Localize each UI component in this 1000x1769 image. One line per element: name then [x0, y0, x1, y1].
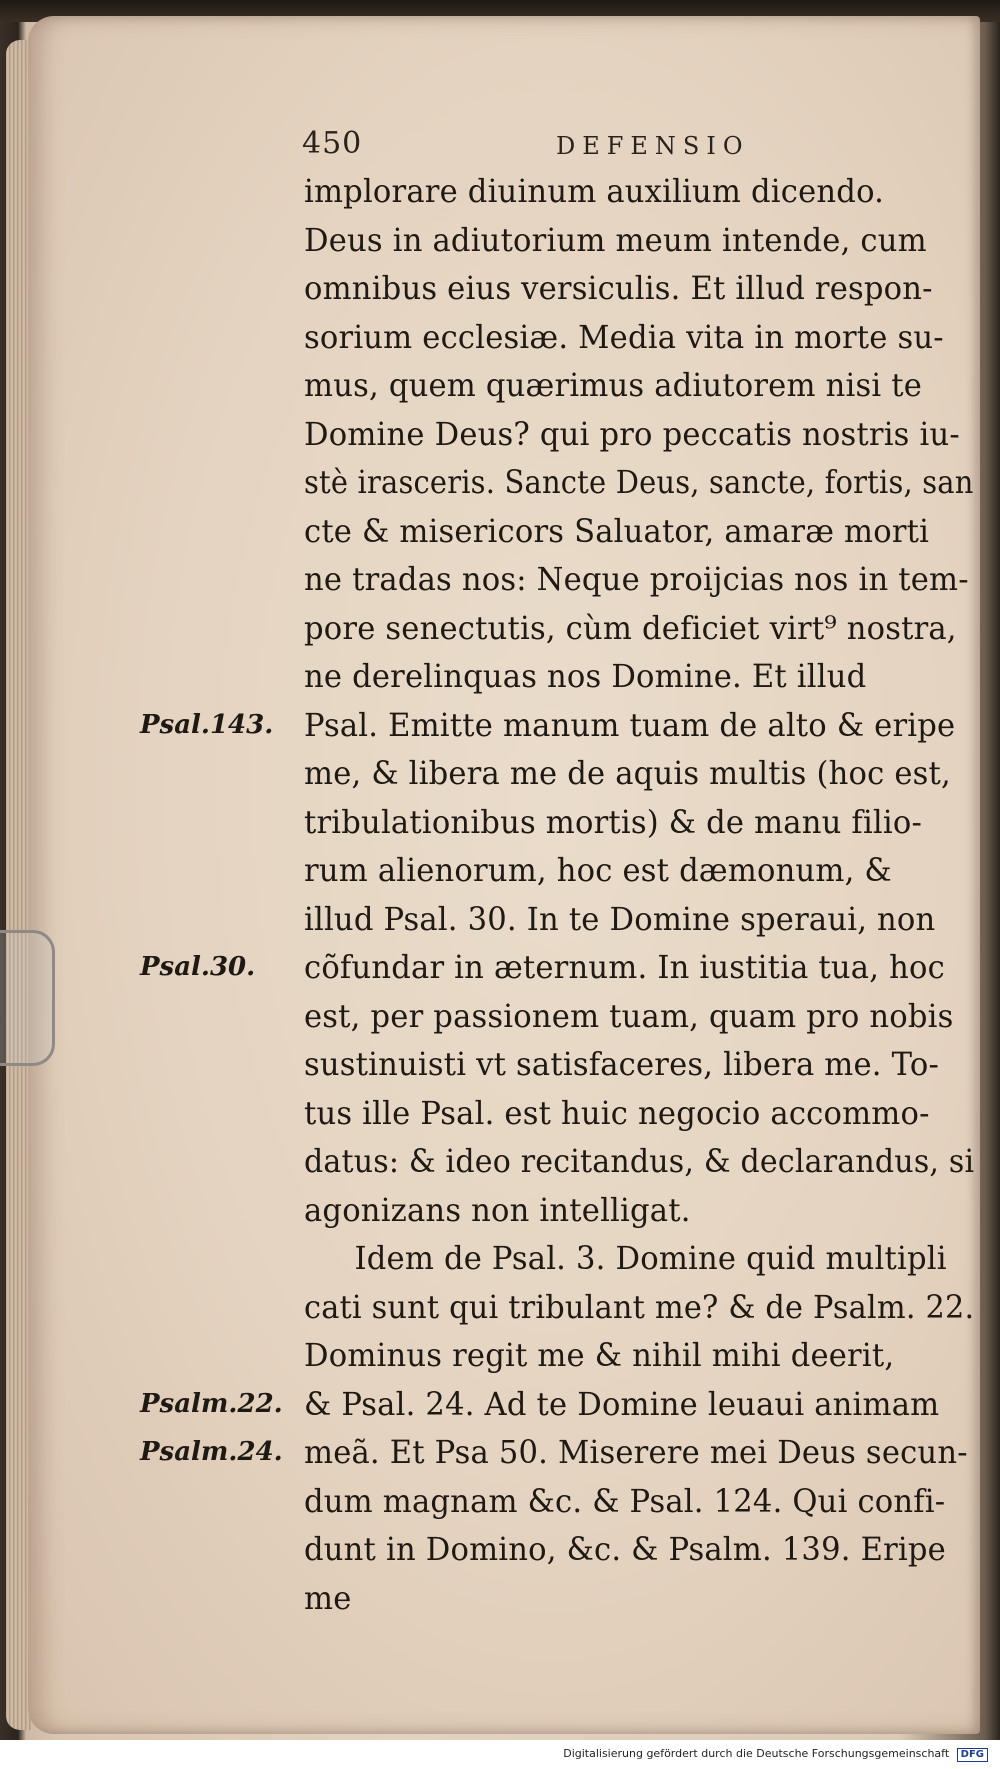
text-line: me: [304, 1580, 352, 1617]
margin-note: Psalm.24.: [140, 1437, 283, 1467]
text-line: me, & libera me de aquis multis (hoc est,: [304, 756, 951, 792]
text-line: & Psal. 24. Ad te Domine leuaui animam: [304, 1386, 940, 1423]
text-line: Deus in adiutorium meum intende, cum: [304, 222, 927, 259]
text-line: Psal. Emitte manum tuam de alto & eripe: [304, 707, 956, 744]
margin-note: Psal.30.: [140, 952, 256, 982]
footer-credit: [563, 1747, 988, 1762]
text-line: ne derelinquas nos Domine. Et illud: [304, 659, 867, 695]
page-clip: [0, 930, 55, 1066]
footer-bar: [0, 1740, 1000, 1769]
text-line: implorare diuinum auxilium dicendo.: [304, 174, 885, 210]
text-line: cte & misericors Saluator, amaræ morti: [304, 513, 930, 550]
text-line: ne tradas nos: Neque proijcias nos in tem-: [304, 562, 969, 598]
text-line: cõfundar in æternum. In iustitia tua, hoc: [304, 950, 945, 986]
text-line: omnibus eius versiculis. Et illud respon-: [304, 271, 933, 307]
text-line: dunt in Domino, &c. & Psalm. 139. Eripe: [304, 1532, 946, 1568]
text-line: rum alienorum, hoc est dæmonum, &: [304, 853, 892, 889]
text-line: tribulationibus mortis) & de manu filio-: [304, 804, 923, 841]
text-line: agonizans non intelligat.: [304, 1192, 691, 1229]
text-line: sustinuisti vt satisfaceres, libera me. To-: [304, 1047, 939, 1083]
footer-credit-text: Digitalisierung gefördert durch die Deutsche Forschungsgemeinschaft: [563, 1747, 950, 1760]
text-line: Domine Deus? qui pro peccatis nostris iu-: [304, 416, 960, 453]
text-line: mus, quem quærimus adiutorem nisi te: [304, 368, 923, 404]
page-number: 450: [302, 126, 363, 161]
page-header: [302, 126, 902, 166]
text-line: Dominus regit me & nihil mihi deerit,: [304, 1338, 895, 1374]
text-line: Idem de Psal. 3. Domine quid multipli: [354, 1241, 947, 1277]
text-line: cati sunt qui tribulant me? & de Psalm. 22.: [304, 1289, 975, 1326]
text-line: dum magnam &c. & Psal. 124. Qui confi-: [304, 1483, 946, 1520]
margin-note: Psalm.22.: [140, 1388, 283, 1419]
text-line: stè irasceris. Sancte Deus, sancte, fortis, san: [304, 465, 974, 501]
margin-note: Psal.143.: [140, 709, 274, 740]
running-title: DEFENSIO: [556, 132, 750, 160]
text-line: est, per passionem tuam, quam pro nobis: [304, 998, 954, 1035]
text-line: meã. Et Psa 50. Miserere mei Deus secun-: [304, 1435, 968, 1471]
body-text: [304, 168, 994, 1623]
text-line: sorium ecclesiæ. Media vita in morte su-: [304, 319, 944, 356]
text-line: pore senectutis, cùm deficiet virt⁹ nostra,: [304, 610, 957, 647]
text-line: illud Psal. 30. In te Domine speraui, non: [304, 901, 936, 938]
text-line: tus ille Psal. est huic negocio accommo-: [304, 1095, 930, 1132]
dfg-logo: DFG: [957, 1748, 988, 1762]
text-line: datus: & ideo recitandus, & declarandus, si: [304, 1144, 975, 1180]
